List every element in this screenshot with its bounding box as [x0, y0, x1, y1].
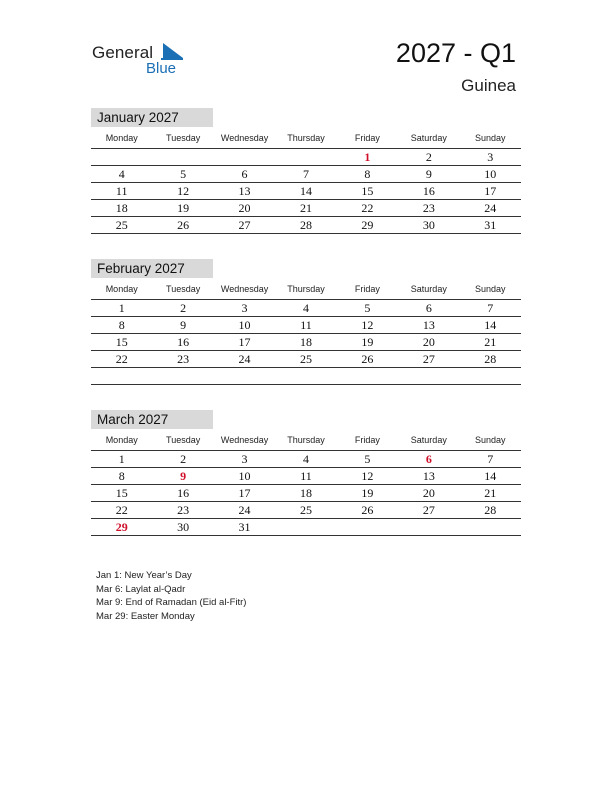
weekday-label: Monday: [105, 435, 138, 445]
day-cell: 13: [238, 184, 251, 198]
day-cell: 10: [238, 318, 251, 332]
day-cell: 19: [361, 335, 374, 349]
day-cell: 4: [118, 167, 125, 181]
weekday-label: Monday: [105, 284, 138, 294]
day-cell: 7: [487, 301, 494, 315]
month-january: [91, 108, 521, 234]
week-row: [91, 217, 521, 234]
day-cell: 2: [425, 150, 432, 164]
weekday-label: Monday: [105, 133, 138, 143]
day-cell: 15: [115, 335, 128, 349]
day-cell: [91, 149, 152, 165]
day-cell: 4: [302, 301, 309, 315]
day-cell: 2: [180, 452, 187, 466]
day-cell: 14: [484, 469, 497, 483]
logo-word-blue: Blue: [146, 60, 177, 77]
logo-word-general: General: [92, 43, 154, 62]
day-cell: 16: [177, 486, 190, 500]
day-cell: [460, 368, 521, 384]
weekday-label: Thursday: [287, 435, 325, 445]
day-cell: 24: [238, 503, 251, 517]
week-row: [91, 334, 521, 351]
day-cell: 8: [118, 318, 125, 332]
day-cell: 31: [484, 218, 497, 232]
weekday-label: Tuesday: [166, 284, 201, 294]
logo-triangle-icon: [161, 43, 183, 60]
day-cell: 26: [361, 352, 374, 366]
weekday-label: Thursday: [287, 284, 325, 294]
week-row: [91, 166, 521, 183]
week-row: [91, 485, 521, 502]
weekday-label: Wednesday: [220, 133, 269, 143]
day-cell: [214, 368, 275, 384]
day-cell: [398, 519, 459, 535]
day-cell: 17: [238, 335, 251, 349]
day-cell: 24: [238, 352, 251, 366]
day-cell: 21: [484, 335, 497, 349]
day-cell: 8: [118, 469, 125, 483]
holiday-note: Mar 9: End of Ramadan (Eid al-Fitr): [96, 597, 247, 608]
day-cell: 30: [177, 520, 190, 534]
day-cell: 22: [115, 352, 128, 366]
day-cell: 20: [422, 335, 435, 349]
day-cell: 30: [422, 218, 435, 232]
generalblue-logo: [92, 38, 192, 80]
day-cell: 18: [115, 201, 128, 215]
holiday-note: Mar 6: Laylat al-Qadr: [96, 583, 186, 595]
holiday-notes: [96, 569, 246, 623]
weekday-label: Friday: [354, 435, 380, 445]
day-cell: 25: [299, 352, 312, 366]
weekday-label: Wednesday: [220, 435, 269, 445]
day-cell: [337, 368, 398, 384]
day-cell: 27: [422, 503, 435, 517]
month-title: March 2027: [91, 410, 213, 429]
day-cell: 1: [118, 452, 125, 466]
day-cell: 22: [361, 201, 374, 215]
day-cell: [275, 149, 336, 165]
day-cell: 5: [364, 452, 371, 466]
day-cell: 3: [487, 150, 494, 164]
day-cell: 15: [115, 486, 128, 500]
day-cell: 15: [361, 184, 374, 198]
day-cell: 23: [177, 503, 190, 517]
week-row: [91, 317, 521, 334]
day-cell: 12: [177, 184, 190, 198]
day-cell: [214, 149, 275, 165]
day-cell: 1: [364, 150, 371, 164]
day-cell: 7: [487, 452, 494, 466]
day-cell: 21: [484, 486, 497, 500]
day-cell: [91, 368, 152, 384]
day-cell: 28: [484, 503, 497, 517]
day-cell: 20: [238, 201, 251, 215]
day-cell: 3: [241, 301, 248, 315]
day-cell: 14: [299, 184, 312, 198]
day-cell: 5: [180, 167, 187, 181]
day-cell: [460, 519, 521, 535]
day-cell: 28: [299, 218, 312, 232]
day-cell: 12: [361, 318, 374, 332]
day-cell: 23: [422, 201, 435, 215]
day-cell: 5: [364, 301, 371, 315]
country-name: Guinea: [461, 76, 516, 95]
day-cell: 26: [361, 503, 374, 517]
day-cell: 3: [241, 452, 248, 466]
day-cell: 1: [118, 301, 125, 315]
week-row: [91, 351, 521, 368]
day-cell: 19: [361, 486, 374, 500]
day-cell: 8: [364, 167, 371, 181]
holiday-note: Jan 1: New Year’s Day: [96, 570, 192, 581]
day-cell: 19: [177, 201, 190, 215]
day-cell: 7: [302, 167, 309, 181]
day-cell: [337, 519, 398, 535]
week-row: [91, 502, 521, 519]
day-cell: [152, 368, 213, 384]
day-cell: 23: [177, 352, 190, 366]
day-cell: 18: [299, 335, 312, 349]
day-cell: 6: [425, 452, 432, 466]
day-cell: 25: [115, 218, 128, 232]
weekday-label: Friday: [354, 284, 380, 294]
day-cell: 17: [484, 184, 497, 198]
weekday-label: Saturday: [410, 435, 447, 445]
day-cell: 29: [115, 520, 128, 534]
day-cell: 31: [238, 520, 251, 534]
day-cell: [275, 519, 336, 535]
month-title: February 2027: [91, 259, 213, 278]
weekday-label: Sunday: [474, 435, 506, 445]
weekday-label: Friday: [354, 133, 380, 143]
weekday-header-row: [91, 278, 521, 300]
day-cell: 10: [238, 469, 251, 483]
week-row: [91, 368, 521, 385]
weekday-label: Sunday: [474, 284, 506, 294]
weekday-label: Tuesday: [166, 133, 201, 143]
day-cell: 11: [115, 184, 128, 198]
day-cell: 16: [177, 335, 190, 349]
day-cell: 16: [422, 184, 435, 198]
day-cell: [398, 368, 459, 384]
day-cell: 6: [241, 167, 248, 181]
week-row: [91, 200, 521, 217]
day-cell: 25: [299, 503, 312, 517]
day-cell: 17: [238, 486, 251, 500]
weekday-label: Saturday: [410, 284, 447, 294]
weekday-header-row: [91, 127, 521, 149]
week-row: [91, 468, 521, 485]
day-cell: 28: [484, 352, 497, 366]
day-cell: 2: [180, 301, 187, 315]
day-cell: 27: [422, 352, 435, 366]
weekday-label: Saturday: [410, 133, 447, 143]
day-cell: 14: [484, 318, 497, 332]
day-cell: 22: [115, 503, 128, 517]
month-february: [91, 259, 521, 385]
day-cell: 4: [302, 452, 309, 466]
day-cell: 9: [180, 318, 187, 332]
week-row: [91, 149, 521, 166]
day-cell: 13: [422, 469, 435, 483]
day-cell: 27: [238, 218, 251, 232]
day-cell: 18: [299, 486, 312, 500]
weekday-label: Wednesday: [220, 284, 269, 294]
day-cell: 21: [299, 201, 312, 215]
weekday-header-row: [91, 429, 521, 451]
weekday-label: Tuesday: [166, 435, 201, 445]
day-cell: 24: [484, 201, 497, 215]
day-cell: 6: [425, 301, 432, 315]
holiday-note: Mar 29: Easter Monday: [96, 610, 195, 622]
day-cell: 11: [300, 469, 312, 483]
week-row: [91, 300, 521, 317]
month-march: [91, 410, 521, 536]
week-row: [91, 519, 521, 536]
weekday-label: Sunday: [474, 133, 506, 143]
day-cell: 11: [300, 318, 312, 332]
day-cell: [152, 149, 213, 165]
day-cell: 29: [361, 218, 374, 232]
day-cell: 20: [422, 486, 435, 500]
day-cell: 9: [425, 167, 432, 181]
day-cell: 10: [484, 167, 497, 181]
day-cell: 12: [361, 469, 374, 483]
day-cell: 26: [177, 218, 190, 232]
day-cell: [275, 368, 336, 384]
week-row: [91, 451, 521, 468]
day-cell: 13: [422, 318, 435, 332]
week-row: [91, 183, 521, 200]
page-title: 2027 - Q1: [395, 38, 516, 68]
day-cell: 9: [180, 469, 187, 483]
month-title: January 2027: [91, 108, 213, 127]
weekday-label: Thursday: [287, 133, 325, 143]
